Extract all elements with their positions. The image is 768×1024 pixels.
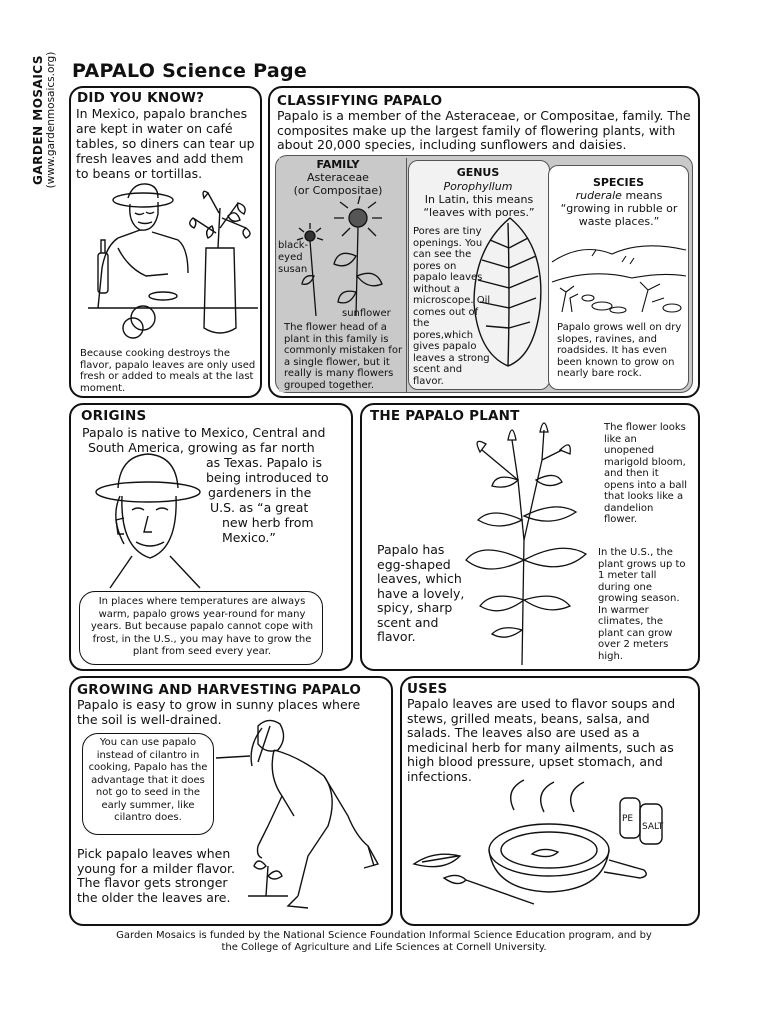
did-you-know-caption: Because cooking destroys the flavor, papalo leaves are only used fresh or added to meals at the last moment. (80, 348, 256, 394)
growing-title: GROWING AND HARVESTING PAPALO (77, 682, 362, 698)
plant-leaves-text: Papalo has egg-shaped leaves, which have a lovely, spicy, sharp scent and flavor. (377, 542, 465, 644)
origins-line-1: Papalo is native to Mexico, Central and (82, 425, 326, 440)
did-you-know-title: DID YOU KNOW? (77, 90, 205, 106)
rubble-landscape-illustration (552, 232, 686, 316)
genus-title: GENUS (456, 166, 500, 179)
family-name: Asteraceae (307, 171, 369, 184)
family-label-black-eyed-susan: black-eyed susan (278, 240, 309, 275)
species-name: ruderale (575, 189, 622, 202)
family-title: FAMILY (316, 158, 360, 171)
genus-meaning: In Latin, this means “leaves with pores.” (423, 193, 535, 219)
origins-line-2: South America, growing as far north (88, 440, 315, 455)
origins-callout-text: In places where temperatures are always warm, papalo grows year-round for many years. But because papalo cannot cope with frost, in the U.S., you may have to grow the plant from seed every year. (90, 596, 314, 657)
origins-line-3: as Texas. Papalo is (206, 455, 322, 470)
species-title: SPECIES (592, 176, 645, 189)
footer-line-1: Garden Mosaics is funded by the National Science Foundation Informal Science Education program, and by (116, 930, 652, 941)
uses-title: USES (407, 681, 448, 697)
classifying-body: Papalo is a member of the Asteraceae, or Compositae, family. The composites make up the largest family of flowering plants, with about 20,000 species, including sunflowers and daisies. (277, 108, 691, 152)
side-url: (www.gardenmosaics.org) (45, 51, 57, 189)
origins-line-4: being introduced to (206, 470, 329, 485)
family-alt: (or Compositae) (293, 184, 383, 197)
diner-illustration (88, 178, 258, 348)
plant-height-text: In the U.S., the plant grows up to 1 meter tall during one growing season. In warmer climates, the plant can grow over 2 meters high. (598, 547, 686, 662)
origins-title: ORIGINS (81, 408, 147, 424)
species-meaning: means “growing in rubble or waste places.” (560, 189, 678, 228)
genus-caption: Pores are tiny openings. You can see the pores on papalo leaves without a microscope. Oil comes out of the pores,which gives papalo leaves a strong scent and flavor. (413, 226, 491, 387)
side-title: GARDEN MOSAICS (31, 55, 45, 185)
origins-line-8: Mexico.” (222, 530, 276, 545)
growing-callout-text: You can use papalo instead of cilantro in cooking, Papalo has the advantage that it does not go to seed in the early summer, like cilantro does. (88, 737, 208, 823)
genus-name: Porophyllum (443, 180, 513, 193)
footer-line-2: the College of Agriculture and Life Sciences at Cornell University. (221, 942, 547, 953)
plant-flower-text: The flower looks like an unopened marigold bloom, and then it opens into a ball that looks like a dandelion flower. (604, 422, 688, 525)
man-in-hat-illustration (80, 448, 220, 588)
family-label-sunflower: sunflower (342, 308, 391, 319)
growing-body: Papalo is easy to grow in sunny places where the soil is well-drained. (77, 697, 361, 727)
plant-title: THE PAPALO PLANT (370, 408, 520, 424)
classifying-title: CLASSIFYING PAPALO (277, 93, 443, 109)
papalo-plant-illustration (452, 420, 597, 665)
uses-body: Papalo leaves are used to flavor soups and stews, grilled meats, beans, salsa, and salads. The leaves also are used as a medicinal herb for many ailments, such as high blood pressure, upset stomach, and infections. (407, 696, 676, 784)
salt-shaker-label: SALT (642, 822, 664, 832)
soup-bowl-illustration (414, 780, 674, 920)
gardener-illustration (228, 716, 388, 916)
origins-line-7: new herb from (222, 515, 314, 530)
growing-pick-text: Pick papalo leaves when young for a milder flavor. The flavor gets stronger the older the leaves are. (77, 846, 235, 905)
family-caption: The flower head of a plant in this family is commonly mistaken for a single flower, but it really is many flowers grouped together. (284, 322, 403, 391)
origins-line-5: gardeners in the (208, 485, 312, 500)
species-caption: Papalo grows well on dry slopes, ravines, and roadsides. It has even been known to grow on nearly bare rock. (557, 322, 682, 379)
leaf-illustration (468, 218, 548, 368)
did-you-know-body: In Mexico, papalo branches are kept in water on café tables, so diners can tear up fresh leaves and add them to beans or tortillas. (76, 106, 255, 181)
pepper-shaker-label: PE (622, 814, 634, 824)
species-description (553, 189, 685, 228)
origins-line-6: U.S. as “a great (210, 500, 309, 515)
side-label (31, 40, 67, 200)
page-title: PAPALO Science Page (72, 60, 308, 82)
